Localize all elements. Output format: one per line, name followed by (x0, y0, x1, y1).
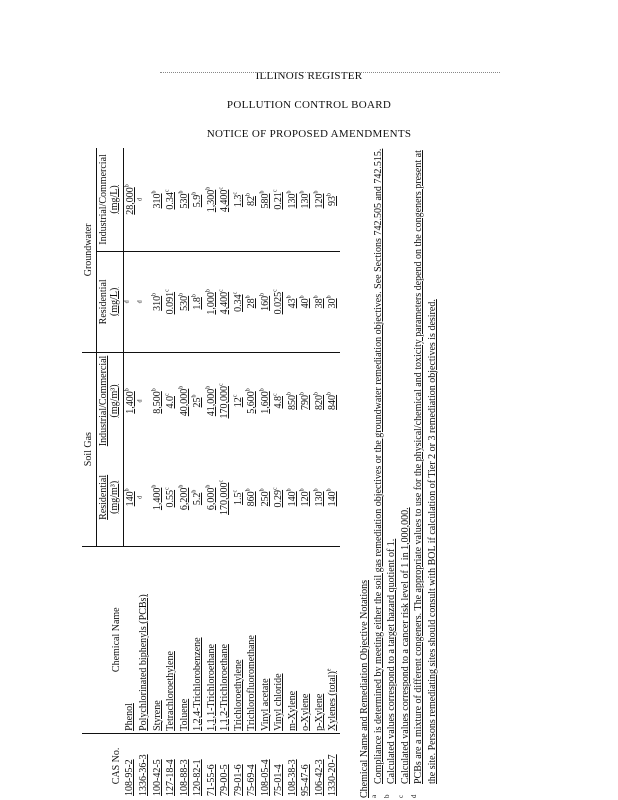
footnote-mark: c (232, 489, 239, 493)
soil-industrial-value: 5,600$^b$ (245, 352, 259, 449)
footnote-mark: c (218, 479, 225, 483)
soil-industrial-value: 8,500$^b$ (151, 352, 165, 449)
chemical-name: Phenol (123, 546, 137, 733)
gw-industrial-value: 530$^b$ (178, 190, 190, 209)
soil-industrial-value: 25$^b$ (191, 352, 205, 449)
soil-industrial-value: 850$^b$ (286, 352, 300, 449)
notation-text: Calculated values correspond to a cancer risk level of 1 in 1,000,000. (399, 507, 411, 784)
gw-industrial-value: 1.3$^c$ (232, 191, 244, 208)
gw-industrial-value: 1,300$^b$ (205, 186, 217, 213)
footnote-mark: b (313, 488, 320, 492)
footnote-mark: b (259, 388, 266, 392)
footnote-mark: d (137, 197, 144, 201)
footnote-mark: b (313, 391, 320, 395)
gw-residential-value: 0.091$^c$ (164, 251, 178, 352)
chemical-name: Toluene (178, 546, 192, 733)
cas-number: 100-42-5 (151, 733, 165, 798)
notations-section (358, 148, 439, 798)
soil-industrial-value: 4.0$^c$ (164, 352, 178, 449)
soil-residential-value: 1.5$^c$ (232, 489, 244, 505)
cas-number: 79-01-6 (232, 733, 246, 798)
gw-industrial-value: 130$^b$ (286, 190, 298, 209)
cas-number: 95-47-6 (299, 733, 313, 798)
soil-residential-value: 6,200$^b$ (178, 484, 190, 511)
soil-residential-value: 0.29$^c$ (272, 487, 284, 508)
footnote-mark: b (205, 385, 212, 389)
header-gw-industrial: Industrial/Commercial (mg/L) (96, 148, 123, 251)
footnote-mark: b (326, 192, 333, 196)
footnote-mark: d (137, 399, 144, 403)
footnote-mark: c (272, 393, 279, 397)
footnote-mark: b (259, 488, 266, 492)
header-groundwater: Groundwater (82, 148, 96, 352)
notation-mark: c (396, 794, 405, 798)
cas-number: 127-18-4 (164, 733, 178, 798)
footnote-mark: b (124, 388, 131, 392)
gw-residential-value: 30$^b$ (326, 251, 340, 352)
header-chemical-name: Chemical Name (82, 546, 123, 733)
cas-number: 108-95-2 (123, 733, 137, 798)
footnote-mark: b (178, 385, 185, 389)
table-row (259, 148, 273, 798)
gw-industrial-value: 82$^b$ (245, 192, 257, 206)
chemical-name: Xylenes (total)$^e$ (326, 546, 340, 733)
table-row (191, 148, 205, 798)
soil-industrial-value: 820$^b$ (313, 352, 327, 449)
header-dotted-rule (160, 72, 500, 73)
footnote-mark: b (299, 391, 306, 395)
notation-text: Calculated values correspond to a target hazard quotient of 1. (386, 538, 397, 784)
table-row (137, 148, 151, 798)
cas-number: 75-69-4 (245, 733, 259, 798)
table-row (232, 148, 246, 798)
footnote-mark: c (164, 393, 171, 397)
chemical-name: 1,2,4-Trichlorobenzene (191, 546, 205, 733)
notation-text: PCBs are a mixture of different congeners. The appropriate values to use for the physical/chemical and toxicity parameters depend on the congeners present at the site. Persons remediating sites should consult with BOL if calculation of Tier 2 or 3 remediation objectives is desired. (413, 150, 438, 784)
soil-industrial-value: 790$^b$ (299, 352, 313, 449)
footnote-mark: b (259, 292, 266, 296)
footnote-mark: c (218, 186, 225, 190)
soil-residential-value (137, 449, 151, 546)
footnote-mark: b (191, 489, 198, 493)
notation-item (385, 148, 399, 798)
footnote-mark: c (164, 487, 171, 490)
chemical-name: Vinyl chloride (272, 546, 286, 733)
cas-number: 106-42-3 (313, 733, 327, 798)
chemical-name: 1,1,1-Trichloroethane (205, 546, 219, 733)
header-soil-residential: Residential (mg/m³) (96, 449, 123, 546)
footnote-mark: b (259, 190, 266, 194)
cas-number: 79-00-5 (218, 733, 232, 798)
gw-residential-value: 4,400$^c$ (218, 251, 232, 352)
footnote-mark: b (245, 488, 252, 492)
soil-industrial-value: 840$^b$ (326, 352, 340, 449)
chemical-name: Trichlorofluoromethane (245, 546, 259, 733)
footnote-mark: b (178, 190, 185, 194)
gw-industrial-value: 130$^b$ (299, 190, 311, 209)
soil-residential-value: 170,000$^c$ (218, 479, 230, 515)
footnote-mark: b (286, 488, 293, 492)
soil-residential-value: 130$^b$ (313, 488, 325, 507)
footnote-mark: b (286, 295, 293, 299)
chemical-name: o-Xylene (299, 546, 313, 733)
footnote-mark: b (191, 394, 198, 398)
chemical-name: Vinyl acetate (259, 546, 273, 733)
gw-industrial-value: 310$^b$ (151, 190, 163, 209)
gw-residential-value: 43$^b$ (286, 251, 300, 352)
table-row (218, 148, 232, 798)
chemical-name: p-Xylene (313, 546, 327, 733)
chemical-name: m-Xylene (286, 546, 300, 733)
footnote-mark: b (178, 292, 185, 296)
gw-residential-value: 1,000$^b$ (205, 251, 219, 352)
footnote-mark: d (137, 495, 144, 499)
table-row (151, 148, 165, 798)
notation-item (369, 148, 386, 798)
gw-residential-value: 0.025$^c$ (272, 251, 286, 352)
footnote-mark: c (232, 191, 239, 195)
soil-residential-value: 5.2$^b$ (191, 489, 203, 506)
footnote-mark: b (245, 192, 252, 196)
gw-residential-value (137, 251, 151, 352)
soil-residential-value: 860$^b$ (245, 488, 257, 507)
soil-industrial-value: 4.8$^c$ (272, 352, 286, 449)
soil-residential-value: 140$^b$ (124, 488, 136, 507)
footnote-mark: b (191, 294, 198, 298)
cas-number: 108-05-4 (259, 733, 273, 798)
cas-number: 108-88-3 (178, 733, 192, 798)
header-line-notice: NOTICE OF PROPOSED AMENDMENTS (206, 128, 412, 140)
table-row (286, 148, 300, 798)
gw-industrial-value: 93$^b$ (326, 192, 338, 206)
gw-industrial-value: 580$^b$ (259, 190, 271, 209)
table-row (178, 148, 192, 798)
gw-residential-value: 530$^b$ (178, 251, 192, 352)
footnote-mark: c (232, 394, 239, 398)
footnote-mark: c (272, 289, 279, 292)
notation-item (396, 148, 413, 798)
footnote-mark: b (205, 484, 212, 488)
soil-industrial-value: 41,000$^b$ (205, 352, 219, 449)
footnote-mark: c (218, 383, 225, 387)
table-row (164, 148, 178, 798)
header-gw-residential: Residential (mg/L) (96, 251, 123, 352)
gw-residential-value: 38$^b$ (313, 251, 327, 352)
footnote-mark: c (272, 487, 279, 490)
footnote-mark: e (326, 668, 333, 672)
cas-number: 1330-20-7 (326, 733, 340, 798)
gw-residential-value: 160$^b$ (259, 251, 273, 352)
table-row (299, 148, 313, 798)
footnote-mark: b (286, 391, 293, 395)
chemical-name: Polychlorinated biphenyls (PCBs) (137, 546, 151, 733)
cas-number: 120-82-1 (191, 733, 205, 798)
gw-residential-value: 310$^b$ (151, 251, 165, 352)
footnote-mark: c (218, 289, 225, 292)
soil-residential-value: 250$^b$ (259, 488, 271, 507)
gw-industrial-value: 5.9$^b$ (191, 191, 203, 208)
footnote-mark: b (124, 184, 131, 188)
footnote-mark: b (245, 295, 252, 299)
footnote-mark: b (245, 388, 252, 392)
footnote-mark: b (151, 292, 158, 296)
chemical-name: Styrene (151, 546, 165, 733)
soil-residential-value: 0.55$^c$ (164, 487, 176, 508)
footnote-mark: b (191, 191, 198, 195)
notation-mark: b (383, 794, 391, 798)
footnote-mark: b (151, 190, 158, 194)
objectives-table (82, 148, 340, 798)
gw-residential-value: 28$^b$ (245, 251, 259, 352)
footnote-mark: b (313, 190, 320, 194)
footnote-mark: b (313, 295, 320, 299)
gw-industrial-value: 4,400$^c$ (218, 186, 230, 213)
footnote-mark: b (299, 190, 306, 194)
header-cas: CAS No. (82, 733, 123, 798)
footnote-mark: b (286, 190, 293, 194)
header-soil-industrial: Industrial/Commercial (mg/m³) (96, 352, 123, 449)
gw-industrial-value (137, 148, 151, 251)
chemical-name: Trichloroethylene (232, 546, 246, 733)
footnote-mark: c (164, 289, 171, 292)
footnote-mark: b (151, 388, 158, 392)
header-line-board: POLLUTION CONTROL BOARD (226, 99, 392, 111)
soil-residential-value: 1,400$^b$ (151, 484, 163, 511)
footnote-mark: b (205, 289, 212, 293)
header-line-register: ILLINOIS REGISTER (255, 70, 363, 82)
rotated-table-region (82, 148, 482, 798)
gw-industrial-value: 0.21$^c$ (272, 189, 284, 210)
cas-number: 71-55-6 (205, 733, 219, 798)
footnote-mark: b (326, 295, 333, 299)
soil-residential-value: 140$^b$ (286, 488, 298, 507)
table-row (123, 148, 137, 798)
footnote-mark: b (299, 488, 306, 492)
soil-industrial-value: 12$^c$ (232, 352, 246, 449)
soil-industrial-value: 40,000$^b$ (178, 352, 192, 449)
footnote-mark: b (178, 484, 185, 488)
footnote-mark: d (137, 300, 144, 304)
footnote-mark: b (326, 488, 333, 492)
cas-number: 1336-36-3 (137, 733, 151, 798)
gw-residential-value (123, 251, 137, 352)
header-soil-gas: Soil Gas (82, 352, 96, 546)
table-row (313, 148, 327, 798)
footnote-mark: b (205, 186, 212, 190)
soil-industrial-value: 1,400$^b$ (123, 352, 137, 449)
cas-number: 108-38-3 (286, 733, 300, 798)
footnote-mark: b (151, 484, 158, 488)
chemical-name: Tetrachloroethylene (164, 546, 178, 733)
gw-industrial-value: 0.34$^c$ (164, 189, 176, 210)
footnote-mark: c (272, 189, 279, 193)
gw-residential-value: 40$^b$ (299, 251, 313, 352)
footnote-mark: b (326, 391, 333, 395)
chemical-name: 1,1,2-Trichloroethane (218, 546, 232, 733)
notation-mark: a (369, 794, 378, 798)
footnote-mark: c (232, 291, 239, 295)
gw-residential-value: 1.8$^b$ (191, 251, 205, 352)
notations-title: Chemical Name and Remediation Objective Notations (359, 580, 370, 798)
soil-industrial-value (137, 352, 151, 449)
cas-number: 75-01-4 (272, 733, 286, 798)
footnote-mark: b (299, 295, 306, 299)
soil-industrial-value: 170,000$^c$ (218, 352, 232, 449)
footnote-mark: d (124, 300, 131, 304)
table-row (272, 148, 286, 798)
notation-mark: d (410, 794, 418, 798)
table-row (245, 148, 259, 798)
gw-industrial-value: 28,000$^b$ (124, 184, 136, 215)
notation-text: Compliance is determined by meeting either the soil gas remediation objectives or the groundwater remediation objectives. See Sections 742.505 and 742.515. (372, 148, 384, 784)
soil-residential-value: 6,000$^b$ (205, 484, 217, 511)
notation-item (412, 148, 439, 798)
footnote-mark: b (124, 488, 131, 492)
gw-industrial-value: 120$^b$ (313, 190, 325, 209)
table-row (326, 148, 340, 798)
gw-residential-value: 0.34$^c$ (232, 251, 246, 352)
table-row (205, 148, 219, 798)
soil-residential-value: 140$^b$ (326, 488, 338, 507)
soil-industrial-value: 1,600$^b$ (259, 352, 273, 449)
soil-residential-value: 120$^b$ (299, 488, 311, 507)
footnote-mark: c (164, 189, 171, 193)
